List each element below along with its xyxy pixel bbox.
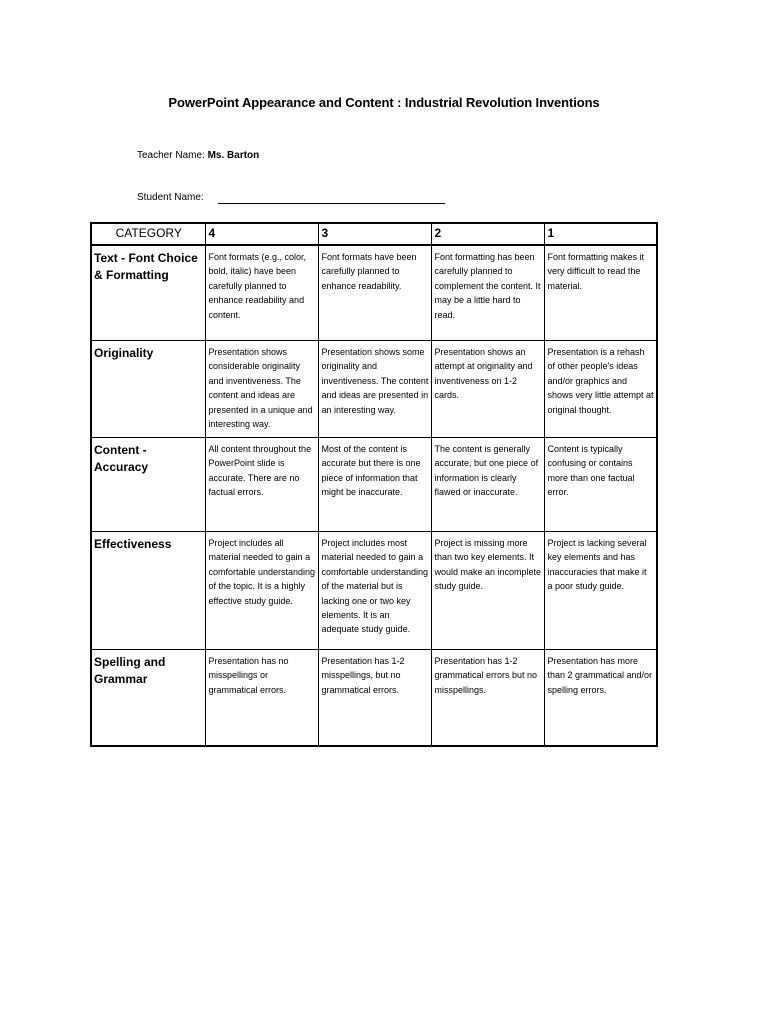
rubric-cell: Presentation has more than 2 grammatical and/or spelling errors. [544, 650, 657, 747]
document-title: PowerPoint Appearance and Content : Industrial Revolution Inventions [168, 95, 600, 110]
header-score-4: 4 [205, 223, 318, 245]
rubric-row [91, 438, 657, 532]
rubric-cell: Content is typically confusing or contains more than one factual error. [544, 438, 657, 532]
rubric-cell: Presentation shows some originality and inventiveness. The content and ideas are presented in an interesting way. [318, 341, 431, 438]
rubric-cell: Presentation shows an attempt at originality and inventiveness on 1-2 cards. [431, 341, 544, 438]
header-score-2: 2 [431, 223, 544, 245]
rubric-cell: Presentation has 1-2 misspellings, but no grammatical errors. [318, 650, 431, 747]
rubric-cell: Font formatting makes it very difficult to read the material. [544, 245, 657, 341]
header-score-3: 3 [318, 223, 431, 245]
teacher-name-line [137, 150, 259, 161]
rubric-cell: Project includes most material needed to gain a comfortable understanding of the material but is lacking one or two key elements. It is an adequate study guide. [318, 532, 431, 650]
rubric-cell: Presentation is a rehash of other people's ideas and/or graphics and shows very little attempt at original thought. [544, 341, 657, 438]
rubric-row [91, 245, 657, 341]
rubric-cell: Presentation has 1-2 grammatical errors but no misspellings. [431, 650, 544, 747]
rubric-cell: Font formats have been carefully planned to enhance readability. [318, 245, 431, 341]
rubric-row [91, 532, 657, 650]
rubric-row [91, 341, 657, 438]
rubric-cell: All content throughout the PowerPoint slide is accurate. There are no factual errors. [205, 438, 318, 532]
rubric-cell: Project includes all material needed to gain a comfortable understanding of the topic. It is a highly effective study guide. [205, 532, 318, 650]
rubric-cell: Presentation has no misspellings or grammatical errors. [205, 650, 318, 747]
rubric-cell: Font formatting has been carefully planned to complement the content. It may be a little hard to read. [431, 245, 544, 341]
teacher-name-value: Ms. Barton [207, 150, 260, 161]
rubric-row [91, 650, 657, 747]
rubric-cell: Most of the content is accurate but there is one piece of information that might be inaccurate. [318, 438, 431, 532]
student-name-blank [218, 203, 445, 204]
rubric-cell: Presentation shows considerable originality and inventiveness. The content and ideas are presented in a unique and interesting way. [205, 341, 318, 438]
row-category: Content - Accuracy [91, 438, 205, 532]
teacher-name-label: Teacher Name: [137, 150, 208, 161]
student-name-label: Student Name: [137, 192, 204, 203]
rubric-cell: The content is generally accurate, but one piece of information is clearly flawed or inaccurate. [431, 438, 544, 532]
row-category: Text - Font Choice & Formatting [91, 245, 205, 341]
rubric-header-row [91, 223, 657, 245]
header-score-1: 1 [544, 223, 657, 245]
rubric-cell: Font formats (e.g., color, bold, italic) have been carefully planned to enhance readability and content. [205, 245, 318, 341]
student-name-line [137, 192, 204, 203]
row-category: Spelling and Grammar [91, 650, 205, 747]
rubric-cell: Project is missing more than two key elements. It would make an incomplete study guide. [431, 532, 544, 650]
row-category: Effectiveness [91, 532, 205, 650]
rubric-cell: Project is lacking several key elements and has inaccuracies that make it a poor study guide. [544, 532, 657, 650]
rubric-table [90, 222, 658, 747]
row-category: Originality [91, 341, 205, 438]
header-category: CATEGORY [91, 223, 205, 245]
